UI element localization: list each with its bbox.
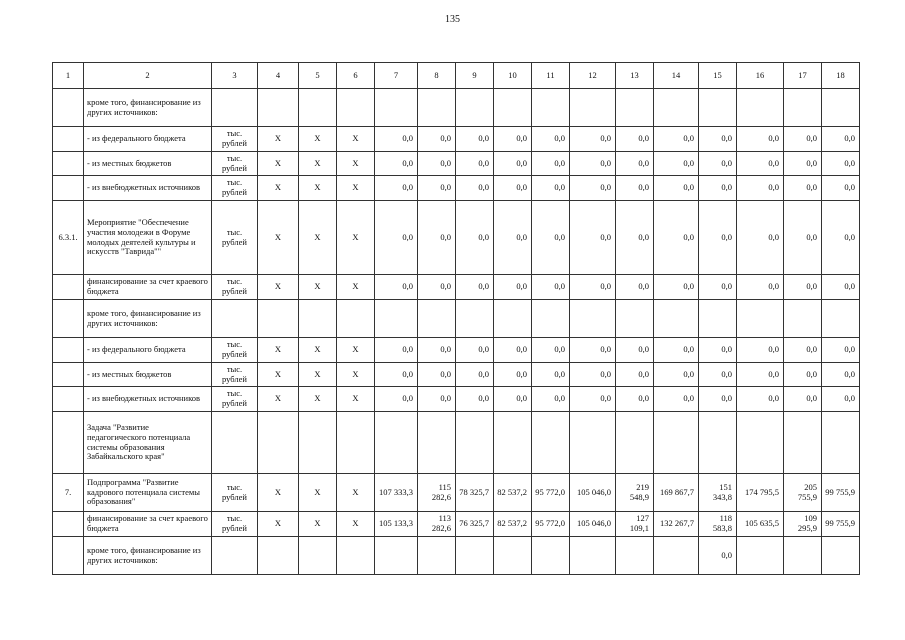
value-cell-col-14: 0,0 — [654, 127, 699, 152]
column-6-cell: X — [337, 275, 375, 300]
value-cell-col-17 — [784, 537, 822, 575]
unit-cell — [212, 89, 258, 127]
value-cell-col-8: 0,0 — [418, 152, 456, 176]
column-5-cell: X — [299, 176, 337, 201]
table-row — [53, 387, 860, 412]
column-header-13: 13 — [616, 63, 654, 89]
column-5-cell — [299, 300, 337, 338]
table-row — [53, 176, 860, 201]
value-cell-col-8: 115 282,6 — [418, 474, 456, 512]
column-4-cell — [258, 89, 299, 127]
value-cell-col-13: 0,0 — [616, 363, 654, 387]
unit-cell: тыс. рублей — [212, 512, 258, 537]
row-number-cell — [53, 537, 84, 575]
column-6-cell — [337, 537, 375, 575]
table-row — [53, 512, 860, 537]
value-cell-col-7: 0,0 — [375, 176, 418, 201]
column-4-cell: X — [258, 201, 299, 275]
value-cell-col-13: 0,0 — [616, 201, 654, 275]
value-cell-col-18: 0,0 — [822, 338, 860, 363]
value-cell-col-9: 0,0 — [456, 387, 494, 412]
item-name-cell: Задача "Развитие педагогического потенциала системы образования Забайкальского края" — [84, 412, 212, 474]
value-cell-col-13: 0,0 — [616, 338, 654, 363]
value-cell-col-16 — [737, 537, 784, 575]
value-cell-col-14: 132 267,7 — [654, 512, 699, 537]
column-5-cell — [299, 412, 337, 474]
value-cell-col-18: 0,0 — [822, 387, 860, 412]
item-name-cell: - из федерального бюджета — [84, 338, 212, 363]
value-cell-col-10 — [494, 412, 532, 474]
column-5-cell: X — [299, 275, 337, 300]
value-cell-col-10: 0,0 — [494, 201, 532, 275]
value-cell-col-10 — [494, 300, 532, 338]
value-cell-col-12 — [570, 537, 616, 575]
value-cell-col-9 — [456, 412, 494, 474]
unit-cell: тыс. рублей — [212, 387, 258, 412]
value-cell-col-14: 0,0 — [654, 201, 699, 275]
column-header-7: 7 — [375, 63, 418, 89]
value-cell-col-18 — [822, 412, 860, 474]
column-header-9: 9 — [456, 63, 494, 89]
value-cell-col-7: 0,0 — [375, 275, 418, 300]
column-4-cell: X — [258, 338, 299, 363]
value-cell-col-13 — [616, 89, 654, 127]
column-4-cell — [258, 412, 299, 474]
item-name-cell: финансирование за счет краевого бюджета — [84, 275, 212, 300]
value-cell-col-15: 0,0 — [699, 176, 737, 201]
value-cell-col-9: 0,0 — [456, 176, 494, 201]
table-row — [53, 89, 860, 127]
value-cell-col-16: 0,0 — [737, 201, 784, 275]
row-number-cell — [53, 176, 84, 201]
value-cell-col-18: 99 755,9 — [822, 474, 860, 512]
column-6-cell: X — [337, 152, 375, 176]
unit-cell: тыс. рублей — [212, 152, 258, 176]
column-6-cell: X — [337, 201, 375, 275]
column-4-cell: X — [258, 152, 299, 176]
value-cell-col-15: 0,0 — [699, 152, 737, 176]
value-cell-col-12: 0,0 — [570, 176, 616, 201]
value-cell-col-16: 0,0 — [737, 387, 784, 412]
value-cell-col-17 — [784, 89, 822, 127]
value-cell-col-14: 0,0 — [654, 176, 699, 201]
value-cell-col-12: 0,0 — [570, 387, 616, 412]
value-cell-col-8: 0,0 — [418, 275, 456, 300]
value-cell-col-18: 99 755,9 — [822, 512, 860, 537]
column-4-cell: X — [258, 127, 299, 152]
value-cell-col-7: 105 133,3 — [375, 512, 418, 537]
table-row — [53, 127, 860, 152]
value-cell-col-16 — [737, 300, 784, 338]
value-cell-col-9: 0,0 — [456, 152, 494, 176]
value-cell-col-9: 0,0 — [456, 338, 494, 363]
value-cell-col-17: 109 295,9 — [784, 512, 822, 537]
row-number-cell — [53, 152, 84, 176]
value-cell-col-10: 82 537,2 — [494, 512, 532, 537]
column-4-cell: X — [258, 387, 299, 412]
header-row — [53, 63, 860, 89]
value-cell-col-16 — [737, 412, 784, 474]
value-cell-col-17: 0,0 — [784, 387, 822, 412]
value-cell-col-17: 0,0 — [784, 338, 822, 363]
value-cell-col-8: 0,0 — [418, 201, 456, 275]
value-cell-col-11 — [532, 300, 570, 338]
unit-cell: тыс. рублей — [212, 176, 258, 201]
column-6-cell — [337, 89, 375, 127]
value-cell-col-11: 95 772,0 — [532, 474, 570, 512]
value-cell-col-9: 0,0 — [456, 127, 494, 152]
value-cell-col-12: 105 046,0 — [570, 512, 616, 537]
value-cell-col-8: 0,0 — [418, 176, 456, 201]
value-cell-col-14 — [654, 89, 699, 127]
value-cell-col-17: 0,0 — [784, 176, 822, 201]
value-cell-col-17: 0,0 — [784, 363, 822, 387]
value-cell-col-9: 78 325,7 — [456, 474, 494, 512]
value-cell-col-7 — [375, 300, 418, 338]
value-cell-col-17: 0,0 — [784, 127, 822, 152]
column-4-cell: X — [258, 275, 299, 300]
value-cell-col-10: 0,0 — [494, 275, 532, 300]
column-5-cell — [299, 89, 337, 127]
row-number-cell — [53, 127, 84, 152]
item-name-cell: кроме того, финансирование из других источников: — [84, 537, 212, 575]
table-row — [53, 275, 860, 300]
value-cell-col-15: 0,0 — [699, 387, 737, 412]
value-cell-col-18: 0,0 — [822, 152, 860, 176]
value-cell-col-12: 0,0 — [570, 363, 616, 387]
unit-cell: тыс. рублей — [212, 127, 258, 152]
column-4-cell — [258, 537, 299, 575]
value-cell-col-13: 0,0 — [616, 152, 654, 176]
item-name-cell: Мероприятие "Обеспечение участия молодежи в Форуме молодых деятелей культуры и искусств "Таврида"" — [84, 201, 212, 275]
row-number-cell — [53, 338, 84, 363]
value-cell-col-7: 0,0 — [375, 201, 418, 275]
value-cell-col-7: 0,0 — [375, 387, 418, 412]
value-cell-col-11: 0,0 — [532, 363, 570, 387]
value-cell-col-13: 127 109,1 — [616, 512, 654, 537]
item-name-cell: - из местных бюджетов — [84, 152, 212, 176]
column-header-15: 15 — [699, 63, 737, 89]
table-row — [53, 412, 860, 474]
value-cell-col-15: 118 583,8 — [699, 512, 737, 537]
value-cell-col-16: 0,0 — [737, 127, 784, 152]
value-cell-col-18: 0,0 — [822, 127, 860, 152]
unit-cell — [212, 537, 258, 575]
value-cell-col-10: 0,0 — [494, 152, 532, 176]
column-6-cell: X — [337, 512, 375, 537]
value-cell-col-11: 0,0 — [532, 176, 570, 201]
value-cell-col-9: 0,0 — [456, 275, 494, 300]
value-cell-col-12 — [570, 89, 616, 127]
row-number-cell: 6.3.1. — [53, 201, 84, 275]
column-6-cell — [337, 412, 375, 474]
row-number-cell — [53, 300, 84, 338]
value-cell-col-7: 0,0 — [375, 152, 418, 176]
column-5-cell: X — [299, 474, 337, 512]
value-cell-col-10 — [494, 89, 532, 127]
table-row — [53, 474, 860, 512]
item-name-cell: - из внебюджетных источников — [84, 387, 212, 412]
value-cell-col-18: 0,0 — [822, 275, 860, 300]
column-header-4: 4 — [258, 63, 299, 89]
value-cell-col-16 — [737, 89, 784, 127]
column-header-8: 8 — [418, 63, 456, 89]
unit-cell — [212, 300, 258, 338]
value-cell-col-11: 0,0 — [532, 127, 570, 152]
column-header-12: 12 — [570, 63, 616, 89]
row-number-cell — [53, 412, 84, 474]
value-cell-col-11 — [532, 537, 570, 575]
value-cell-col-11 — [532, 89, 570, 127]
value-cell-col-16: 0,0 — [737, 363, 784, 387]
item-name-cell: - из внебюджетных источников — [84, 176, 212, 201]
value-cell-col-15: 0,0 — [699, 338, 737, 363]
value-cell-col-10: 0,0 — [494, 176, 532, 201]
value-cell-col-13 — [616, 537, 654, 575]
table-row — [53, 201, 860, 275]
value-cell-col-11: 95 772,0 — [532, 512, 570, 537]
value-cell-col-16: 105 635,5 — [737, 512, 784, 537]
column-header-10: 10 — [494, 63, 532, 89]
value-cell-col-16: 0,0 — [737, 338, 784, 363]
value-cell-col-12: 0,0 — [570, 201, 616, 275]
value-cell-col-15 — [699, 300, 737, 338]
value-cell-col-16: 0,0 — [737, 275, 784, 300]
value-cell-col-9: 76 325,7 — [456, 512, 494, 537]
column-6-cell: X — [337, 363, 375, 387]
item-name-cell: финансирование за счет краевого бюджета — [84, 512, 212, 537]
value-cell-col-11: 0,0 — [532, 338, 570, 363]
item-name-cell: кроме того, финансирование из других источников: — [84, 89, 212, 127]
value-cell-col-14 — [654, 537, 699, 575]
value-cell-col-9: 0,0 — [456, 201, 494, 275]
unit-cell: тыс. рублей — [212, 363, 258, 387]
value-cell-col-14: 0,0 — [654, 338, 699, 363]
value-cell-col-8 — [418, 300, 456, 338]
value-cell-col-13 — [616, 300, 654, 338]
table-row — [53, 152, 860, 176]
table-row — [53, 338, 860, 363]
table-body — [53, 89, 860, 575]
value-cell-col-7: 0,0 — [375, 338, 418, 363]
value-cell-col-15: 0,0 — [699, 201, 737, 275]
value-cell-col-16: 0,0 — [737, 176, 784, 201]
value-cell-col-16: 0,0 — [737, 152, 784, 176]
column-5-cell: X — [299, 152, 337, 176]
value-cell-col-13: 0,0 — [616, 275, 654, 300]
value-cell-col-18 — [822, 537, 860, 575]
column-5-cell: X — [299, 512, 337, 537]
column-5-cell: X — [299, 387, 337, 412]
value-cell-col-8: 0,0 — [418, 338, 456, 363]
column-5-cell: X — [299, 201, 337, 275]
value-cell-col-10: 0,0 — [494, 387, 532, 412]
page-number: 135 — [445, 14, 460, 25]
value-cell-col-8 — [418, 89, 456, 127]
value-cell-col-15: 0,0 — [699, 537, 737, 575]
value-cell-col-8: 0,0 — [418, 363, 456, 387]
column-4-cell: X — [258, 512, 299, 537]
value-cell-col-13: 0,0 — [616, 387, 654, 412]
column-4-cell: X — [258, 176, 299, 201]
value-cell-col-11: 0,0 — [532, 387, 570, 412]
row-number-cell — [53, 363, 84, 387]
column-header-3: 3 — [212, 63, 258, 89]
value-cell-col-7: 107 333,3 — [375, 474, 418, 512]
column-6-cell — [337, 300, 375, 338]
value-cell-col-11: 0,0 — [532, 275, 570, 300]
value-cell-col-17: 0,0 — [784, 152, 822, 176]
row-number-cell — [53, 387, 84, 412]
value-cell-col-11: 0,0 — [532, 152, 570, 176]
value-cell-col-9 — [456, 89, 494, 127]
value-cell-col-7 — [375, 537, 418, 575]
column-header-18: 18 — [822, 63, 860, 89]
column-4-cell: X — [258, 474, 299, 512]
value-cell-col-12: 0,0 — [570, 275, 616, 300]
value-cell-col-10: 0,0 — [494, 363, 532, 387]
value-cell-col-15: 151 343,8 — [699, 474, 737, 512]
column-5-cell — [299, 537, 337, 575]
value-cell-col-14: 0,0 — [654, 387, 699, 412]
unit-cell: тыс. рублей — [212, 338, 258, 363]
row-number-cell — [53, 275, 84, 300]
column-6-cell: X — [337, 176, 375, 201]
value-cell-col-14 — [654, 412, 699, 474]
value-cell-col-11: 0,0 — [532, 201, 570, 275]
value-cell-col-18 — [822, 300, 860, 338]
value-cell-col-18: 0,0 — [822, 201, 860, 275]
value-cell-col-12: 0,0 — [570, 152, 616, 176]
value-cell-col-8: 0,0 — [418, 127, 456, 152]
column-4-cell — [258, 300, 299, 338]
value-cell-col-12: 105 046,0 — [570, 474, 616, 512]
column-6-cell: X — [337, 474, 375, 512]
value-cell-col-12: 0,0 — [570, 338, 616, 363]
unit-cell — [212, 412, 258, 474]
value-cell-col-10 — [494, 537, 532, 575]
value-cell-col-12 — [570, 412, 616, 474]
column-6-cell: X — [337, 338, 375, 363]
column-6-cell: X — [337, 387, 375, 412]
value-cell-col-8: 113 282,6 — [418, 512, 456, 537]
column-5-cell: X — [299, 127, 337, 152]
value-cell-col-18: 0,0 — [822, 176, 860, 201]
value-cell-col-17: 205 755,9 — [784, 474, 822, 512]
value-cell-col-7 — [375, 89, 418, 127]
value-cell-col-8 — [418, 412, 456, 474]
item-name-cell: - из федерального бюджета — [84, 127, 212, 152]
value-cell-col-16: 174 795,5 — [737, 474, 784, 512]
value-cell-col-15: 0,0 — [699, 127, 737, 152]
value-cell-col-15: 0,0 — [699, 363, 737, 387]
item-name-cell: кроме того, финансирование из других источников: — [84, 300, 212, 338]
value-cell-col-11 — [532, 412, 570, 474]
value-cell-col-10: 82 537,2 — [494, 474, 532, 512]
table-row — [53, 363, 860, 387]
value-cell-col-14: 0,0 — [654, 275, 699, 300]
value-cell-col-10: 0,0 — [494, 338, 532, 363]
value-cell-col-8: 0,0 — [418, 387, 456, 412]
unit-cell: тыс. рублей — [212, 275, 258, 300]
budget-table — [52, 62, 860, 575]
value-cell-col-7 — [375, 412, 418, 474]
value-cell-col-9 — [456, 537, 494, 575]
value-cell-col-14: 169 867,7 — [654, 474, 699, 512]
value-cell-col-18: 0,0 — [822, 363, 860, 387]
row-number-cell — [53, 89, 84, 127]
column-header-6: 6 — [337, 63, 375, 89]
value-cell-col-17: 0,0 — [784, 201, 822, 275]
item-name-cell: - из местных бюджетов — [84, 363, 212, 387]
column-6-cell: X — [337, 127, 375, 152]
value-cell-col-13 — [616, 412, 654, 474]
value-cell-col-10: 0,0 — [494, 127, 532, 152]
column-4-cell: X — [258, 363, 299, 387]
value-cell-col-17: 0,0 — [784, 275, 822, 300]
table-row — [53, 300, 860, 338]
value-cell-col-13: 219 548,9 — [616, 474, 654, 512]
row-number-cell: 7. — [53, 474, 84, 512]
table-row — [53, 537, 860, 575]
value-cell-col-12: 0,0 — [570, 127, 616, 152]
column-header-5: 5 — [299, 63, 337, 89]
value-cell-col-8 — [418, 537, 456, 575]
value-cell-col-15: 0,0 — [699, 275, 737, 300]
row-number-cell — [53, 512, 84, 537]
column-header-1: 1 — [53, 63, 84, 89]
value-cell-col-13: 0,0 — [616, 176, 654, 201]
value-cell-col-17 — [784, 300, 822, 338]
unit-cell: тыс. рублей — [212, 474, 258, 512]
value-cell-col-12 — [570, 300, 616, 338]
value-cell-col-9 — [456, 300, 494, 338]
unit-cell: тыс. рублей — [212, 201, 258, 275]
column-header-14: 14 — [654, 63, 699, 89]
value-cell-col-7: 0,0 — [375, 127, 418, 152]
value-cell-col-14 — [654, 300, 699, 338]
column-5-cell: X — [299, 338, 337, 363]
value-cell-col-15 — [699, 412, 737, 474]
column-header-17: 17 — [784, 63, 822, 89]
value-cell-col-14: 0,0 — [654, 363, 699, 387]
value-cell-col-7: 0,0 — [375, 363, 418, 387]
column-header-16: 16 — [737, 63, 784, 89]
column-header-11: 11 — [532, 63, 570, 89]
column-header-2: 2 — [84, 63, 212, 89]
value-cell-col-14: 0,0 — [654, 152, 699, 176]
value-cell-col-17 — [784, 412, 822, 474]
value-cell-col-18 — [822, 89, 860, 127]
value-cell-col-9: 0,0 — [456, 363, 494, 387]
column-5-cell: X — [299, 363, 337, 387]
value-cell-col-13: 0,0 — [616, 127, 654, 152]
value-cell-col-15 — [699, 89, 737, 127]
item-name-cell: Подпрограмма "Развитие кадрового потенциала системы образования" — [84, 474, 212, 512]
